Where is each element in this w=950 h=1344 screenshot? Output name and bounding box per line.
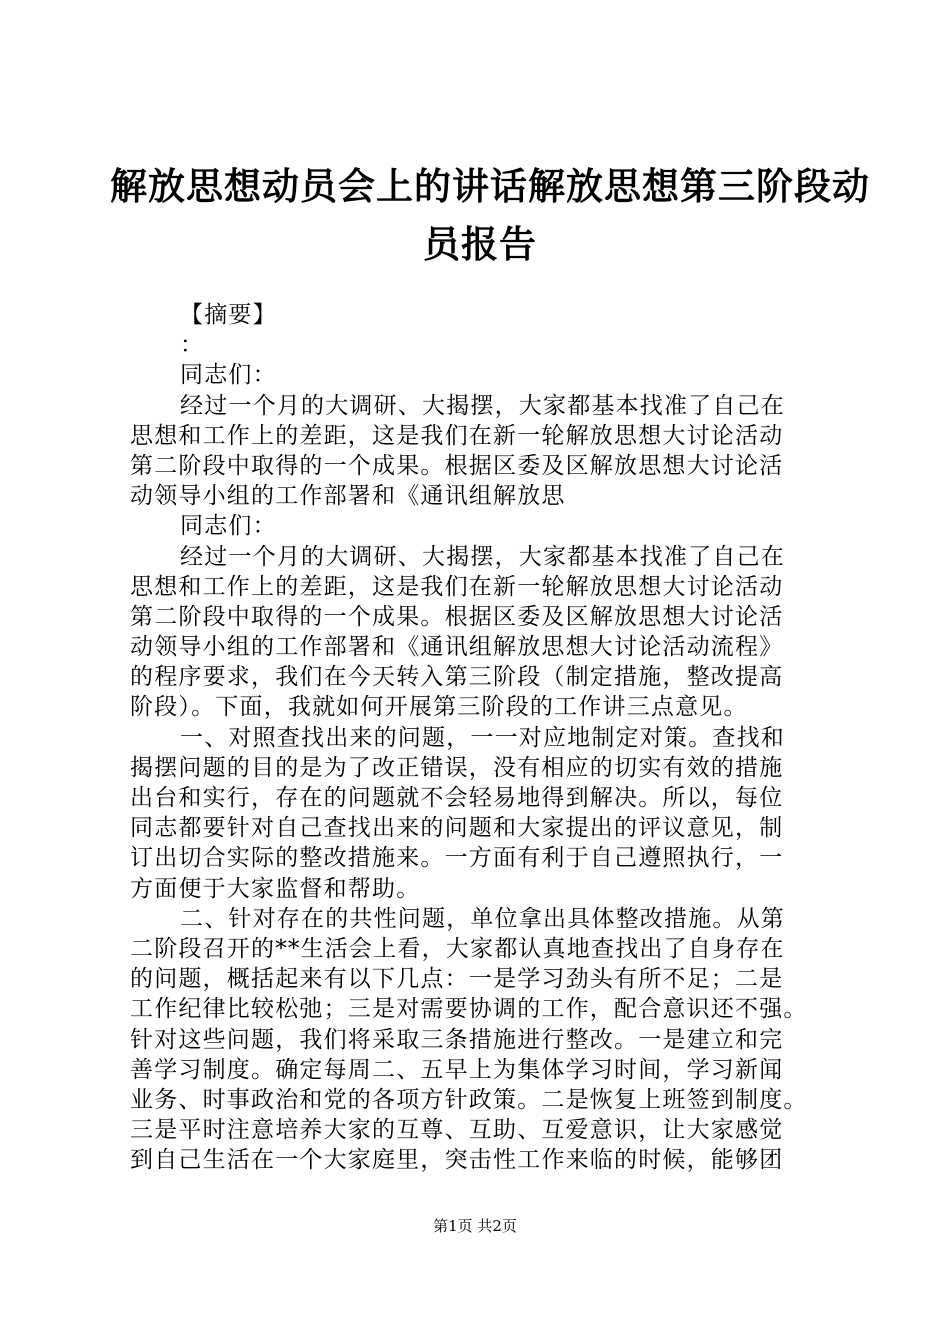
body-line: 出台和实行，存在的问题就不会轻易地得到解决。所以，每位 (130, 785, 784, 811)
body-line: 到自己生活在一个大家庭里，突击性工作来临的时候，能够团 (130, 1147, 784, 1174)
body-line: 思想和工作上的差距，这是我们在新一轮解放思想大讨论活动 (130, 422, 784, 449)
body-line: 经过一个月的大调研、大揭摆，大家都基本找准了自己在 (180, 543, 785, 570)
body-line: 方面便于大家监督和帮助。 (130, 875, 421, 902)
document-title (110, 158, 870, 274)
body-line: 揭摆问题的目的是为了改正错误，没有相应的切实有效的措施 (130, 754, 784, 781)
body-line: 二、针对存在的共性问题，单位拿出具体整改措施。从第 (180, 905, 785, 932)
body-line: 阶段）。下面，我就如何开展第三阶段的工作讲三点意见。 (130, 694, 748, 721)
body-line: 的程序要求，我们在今天转入第三阶段（制定措施，整改提高 (130, 664, 784, 691)
body-line: 【摘要】 (180, 302, 277, 328)
body-line: 善学习制度。确定每周二、五早上为集体学习时间，学习新闻 (130, 1056, 784, 1083)
body-line: 动领导小组的工作部署和《通讯组解放思 (130, 483, 566, 510)
body-line: 同志们： (180, 362, 277, 389)
body-line: 第二阶段中取得的一个成果。根据区委及区解放思想大讨论活 (130, 603, 784, 630)
body-line: 同志们： (180, 513, 277, 540)
body-line: 订出切合实际的整改措施来。一方面有利于自己遵照执行，一 (130, 845, 784, 872)
body-line: 业务、时事政治和党的各项方针政策。二是恢复上班签到制度。 (130, 1086, 808, 1113)
title-line: 员报告 (423, 223, 537, 266)
body-line: 思想和工作上的差距，这是我们在新一轮解放思想大讨论活动 (130, 573, 784, 600)
body-line: 的问题，概括起来有以下几点：一是学习劲头有所不足；二是 (130, 966, 784, 993)
body-line: ： (180, 332, 205, 359)
body-line: 工作纪律比较松弛；三是对需要协调的工作，配合意识还不强。 (130, 996, 808, 1023)
body-line: 经过一个月的大调研、大揭摆，大家都基本找准了自己在 (180, 392, 785, 419)
body-line: 二阶段召开的**生活会上看，大家都认真地查找出了自身存在 (130, 935, 785, 962)
body-line: 第二阶段中取得的一个成果。根据区委及区解放思想大讨论活 (130, 452, 784, 479)
body-line: 一、对照查找出来的问题，一一对应地制定对策。查找和 (180, 724, 785, 751)
body-line: 针对这些问题，我们将采取三条措施进行整改。一是建立和完 (130, 1026, 784, 1053)
title-line: 解放思想动员会上的讲话解放思想第三阶段动 (110, 165, 870, 208)
body-line: 三是平时注意培养大家的互尊、互助、互爱意识，让大家感觉 (130, 1117, 784, 1144)
page-footer: 第1页 共2页 (433, 1217, 517, 1235)
document-body (130, 300, 850, 1175)
body-line: 同志都要针对自己查找出来的问题和大家提出的评议意见，制 (130, 815, 784, 842)
body-line: 动领导小组的工作部署和《通讯组解放思想大讨论活动流程》 (130, 634, 784, 661)
